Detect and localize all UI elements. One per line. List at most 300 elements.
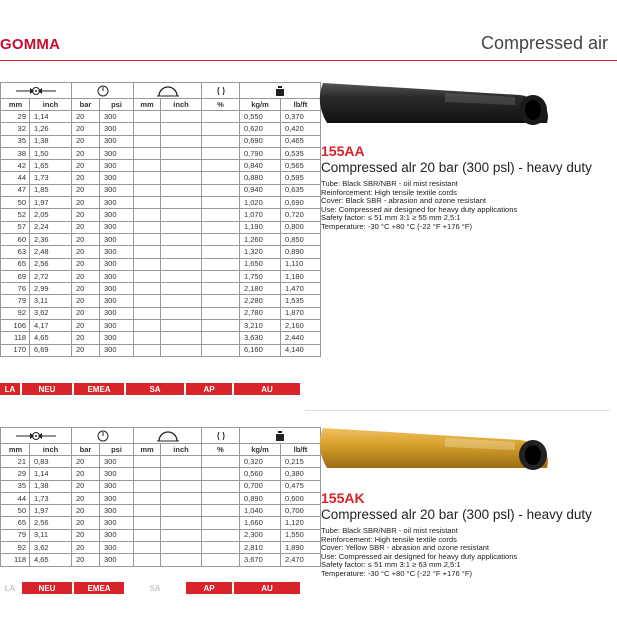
table-cell: 20	[72, 197, 100, 209]
column-header: kg/m	[240, 99, 281, 111]
table-row	[1, 283, 321, 295]
spec-reinforcement: Reinforcement: High tensile textile cords	[321, 534, 457, 544]
table-cell: 3,210	[240, 320, 281, 332]
table-cell: 1,85	[30, 184, 72, 196]
table-cell: 20	[72, 111, 100, 123]
table-cell: 1,120	[281, 517, 321, 529]
table-cell: 20	[72, 209, 100, 221]
table-cell	[202, 184, 240, 196]
table-cell: 300	[100, 246, 134, 258]
vacuum-icon	[202, 83, 240, 99]
table-cell: 1,50	[30, 147, 72, 159]
table-row	[1, 172, 321, 184]
table-cell: 20	[72, 258, 100, 270]
section-title: Compressed air	[480, 33, 608, 53]
units-header-row	[1, 99, 321, 111]
table-cell: 44	[1, 492, 30, 504]
table-row	[1, 270, 321, 282]
table-cell: 300	[100, 456, 134, 468]
table-cell: 300	[100, 307, 134, 319]
table-row	[1, 468, 321, 480]
table-cell: 1,65	[30, 160, 72, 172]
table-cell	[134, 147, 161, 159]
table-cell: 1,180	[281, 270, 321, 282]
table-cell: 50	[1, 505, 30, 517]
table-cell	[134, 480, 161, 492]
table-cell	[202, 209, 240, 221]
table-cell	[134, 542, 161, 554]
region-neu: NEU	[22, 383, 74, 395]
table-cell: 300	[100, 320, 134, 332]
spec-safety: Safety factor: ≤ 51 mm 3:1 ≥ 55 mm 2,5:1	[321, 213, 461, 223]
table-cell	[134, 320, 161, 332]
table-cell	[161, 172, 202, 184]
table-cell: 0,465	[281, 135, 321, 147]
table-cell: 2,810	[240, 542, 281, 554]
table-cell	[134, 258, 161, 270]
table-cell: 32	[1, 123, 30, 135]
table-cell: 0,560	[240, 468, 281, 480]
pressure-gauge-icon	[72, 428, 134, 444]
table-cell	[202, 295, 240, 307]
table-cell: 79	[1, 295, 30, 307]
table-row	[1, 456, 321, 468]
table-cell: 0,690	[240, 135, 281, 147]
icon-header-row	[1, 428, 321, 444]
table-cell: 20	[72, 283, 100, 295]
table-cell: 3,62	[30, 307, 72, 319]
table-cell	[161, 505, 202, 517]
icon-header-row	[1, 83, 321, 99]
spec-temperature: Temperature: -30 °C +80 °C (-22 °F +176 °F)	[321, 221, 473, 231]
table-cell	[161, 184, 202, 196]
table-cell: 300	[100, 258, 134, 270]
table-cell: 2,300	[240, 529, 281, 541]
table-cell: 35	[1, 480, 30, 492]
table-cell: 1,320	[240, 246, 281, 258]
table-cell: 2,56	[30, 258, 72, 270]
table-cell: 1,73	[30, 492, 72, 504]
column-header: kg/m	[240, 444, 281, 456]
table-cell: 0,635	[281, 184, 321, 196]
table-cell: 0,83	[30, 456, 72, 468]
table-cell: 20	[72, 233, 100, 245]
table-cell: 300	[100, 233, 134, 245]
table-cell: 1,470	[281, 283, 321, 295]
table-cell	[161, 320, 202, 332]
table-row	[1, 135, 321, 147]
table-cell	[134, 529, 161, 541]
table-cell: 20	[72, 246, 100, 258]
table-cell: 4,17	[30, 320, 72, 332]
table-cell: 6,160	[240, 344, 281, 356]
table-cell: 1,550	[281, 529, 321, 541]
spec-use: Use: Compressed air designed for heavy duty applications	[321, 551, 518, 561]
table-cell: 1,020	[240, 197, 281, 209]
table-cell: 1,14	[30, 468, 72, 480]
table-row	[1, 344, 321, 356]
table-cell: 300	[100, 529, 134, 541]
table-cell	[134, 209, 161, 221]
table-cell: 0,320	[240, 456, 281, 468]
table-row	[1, 123, 321, 135]
table-cell: 300	[100, 209, 134, 221]
column-header: mm	[1, 99, 30, 111]
table-cell	[202, 147, 240, 159]
table-cell: 2,48	[30, 246, 72, 258]
table-cell: 44	[1, 172, 30, 184]
table-row	[1, 492, 321, 504]
table-cell	[161, 283, 202, 295]
table-cell: 3,62	[30, 542, 72, 554]
table-cell: 20	[72, 160, 100, 172]
diameter-arrows-icon	[1, 428, 72, 444]
table-cell: 20	[72, 480, 100, 492]
table-cell	[161, 456, 202, 468]
table-cell	[161, 209, 202, 221]
table-cell: 20	[72, 505, 100, 517]
table-cell	[134, 111, 161, 123]
table-cell: 20	[72, 270, 100, 282]
table-cell: 1,97	[30, 197, 72, 209]
product-specs	[321, 527, 517, 579]
table-cell: 2,440	[281, 332, 321, 344]
column-header: lb/ft	[281, 99, 321, 111]
table-cell	[134, 270, 161, 282]
region-ap: AP	[186, 383, 234, 395]
table-row	[1, 258, 321, 270]
table-cell	[202, 111, 240, 123]
table-cell: 0,595	[281, 172, 321, 184]
table-row	[1, 233, 321, 245]
table-cell: 20	[72, 492, 100, 504]
table-cell: 1,26	[30, 123, 72, 135]
region-sa: SA	[126, 582, 186, 594]
table-cell: 0,380	[281, 468, 321, 480]
table-cell	[161, 160, 202, 172]
table-cell	[202, 258, 240, 270]
spec-cover: Cover: Black SBR - abrasion and ozone resistant	[321, 196, 487, 206]
table-row	[1, 554, 321, 566]
table-cell: 20	[72, 456, 100, 468]
table-cell	[134, 492, 161, 504]
table-cell	[161, 492, 202, 504]
table-cell: 2,160	[281, 320, 321, 332]
brand-logo: GOMMA	[0, 36, 61, 53]
table-cell: 1,97	[30, 505, 72, 517]
table-cell: 0,550	[240, 111, 281, 123]
table-cell	[202, 270, 240, 282]
table-cell: 1,110	[281, 258, 321, 270]
table-row	[1, 221, 321, 233]
product-divider	[305, 410, 610, 411]
table-cell: 3,630	[240, 332, 281, 344]
table-cell	[161, 111, 202, 123]
table-cell: 65	[1, 258, 30, 270]
column-header: inch	[161, 99, 202, 111]
spec-table-155AK	[0, 427, 321, 567]
column-header: %	[202, 99, 240, 111]
table-cell: 0,565	[281, 160, 321, 172]
table-cell	[161, 246, 202, 258]
table-cell: 300	[100, 123, 134, 135]
region-emea: EMEA	[74, 383, 126, 395]
table-cell: 0,890	[281, 246, 321, 258]
table-cell: 20	[72, 542, 100, 554]
product-name: Compressed alr 20 bar (300 psl) - heavy duty	[321, 507, 592, 522]
table-cell: 1,14	[30, 111, 72, 123]
table-cell	[161, 480, 202, 492]
table-cell	[202, 480, 240, 492]
table-cell	[202, 456, 240, 468]
table-cell: 0,475	[281, 480, 321, 492]
table-cell: 21	[1, 456, 30, 468]
table-cell	[134, 468, 161, 480]
table-cell: 300	[100, 160, 134, 172]
table-cell: 20	[72, 135, 100, 147]
table-cell	[161, 147, 202, 159]
region-bar-155AA	[0, 383, 302, 395]
table-cell	[202, 344, 240, 356]
column-header: psi	[100, 444, 134, 456]
table-cell: 0,370	[281, 111, 321, 123]
table-row	[1, 147, 321, 159]
spec-use: Use: Compressed air designed for heavy duty applications	[321, 204, 518, 214]
pressure-gauge-icon	[72, 83, 134, 99]
table-cell: 42	[1, 160, 30, 172]
table-cell: 79	[1, 529, 30, 541]
table-cell: 1,890	[281, 542, 321, 554]
table-row	[1, 197, 321, 209]
table-cell	[161, 123, 202, 135]
table-cell: 0,890	[240, 492, 281, 504]
table-cell	[202, 529, 240, 541]
weight-icon	[240, 428, 321, 444]
table-row	[1, 295, 321, 307]
table-cell: 63	[1, 246, 30, 258]
table-cell: 300	[100, 344, 134, 356]
column-header: inch	[30, 444, 72, 456]
table-cell: 0,800	[281, 221, 321, 233]
region-sa: SA	[126, 383, 186, 395]
table-cell: 300	[100, 172, 134, 184]
table-cell: 2,99	[30, 283, 72, 295]
table-cell	[202, 135, 240, 147]
table-cell: 2,24	[30, 221, 72, 233]
table-cell: 0,600	[281, 492, 321, 504]
spec-cover: Cover: Yellow SBR - abrasion and ozone resistant	[321, 543, 489, 553]
table-cell	[134, 344, 161, 356]
table-cell: 20	[72, 172, 100, 184]
column-header: bar	[72, 99, 100, 111]
table-cell	[134, 246, 161, 258]
table-cell: 20	[72, 529, 100, 541]
table-cell: 38	[1, 147, 30, 159]
table-cell	[161, 468, 202, 480]
table-cell: 0,535	[281, 147, 321, 159]
table-cell	[134, 554, 161, 566]
table-cell: 106	[1, 320, 30, 332]
spec-reinforcement: Reinforcement: High tensile textile cords	[321, 187, 457, 197]
column-header: psi	[100, 99, 134, 111]
table-cell: 0,700	[240, 480, 281, 492]
region-la: LA	[0, 582, 22, 594]
table-cell	[134, 184, 161, 196]
column-header: mm	[134, 444, 161, 456]
table-cell: 300	[100, 542, 134, 554]
table-cell	[202, 542, 240, 554]
table-row	[1, 505, 321, 517]
table-cell: 2,72	[30, 270, 72, 282]
table-cell	[161, 529, 202, 541]
table-cell: 1,650	[240, 258, 281, 270]
column-header: inch	[30, 99, 72, 111]
diameter-arrows-icon	[1, 83, 72, 99]
table-cell: 300	[100, 221, 134, 233]
spec-tube: Tube: Black SBR/NBR - oil mist resistant	[321, 179, 458, 188]
table-cell: 52	[1, 209, 30, 221]
table-cell: 65	[1, 517, 30, 529]
table-cell	[134, 505, 161, 517]
table-row	[1, 209, 321, 221]
table-cell: 3,11	[30, 529, 72, 541]
table-cell: 20	[72, 468, 100, 480]
table-row	[1, 332, 321, 344]
table-cell: 300	[100, 505, 134, 517]
product-code: 155AA	[321, 143, 365, 159]
table-row	[1, 480, 321, 492]
table-cell: 300	[100, 517, 134, 529]
table-cell	[161, 517, 202, 529]
table-cell: 4,65	[30, 332, 72, 344]
table-cell: 57	[1, 221, 30, 233]
table-cell	[161, 542, 202, 554]
table-cell: 1,870	[281, 307, 321, 319]
table-cell	[161, 344, 202, 356]
vacuum-icon	[202, 428, 240, 444]
bend-radius-icon	[134, 428, 202, 444]
table-row	[1, 542, 321, 554]
table-cell	[134, 197, 161, 209]
table-cell: 20	[72, 344, 100, 356]
table-cell	[134, 456, 161, 468]
table-cell	[202, 197, 240, 209]
table-cell	[134, 517, 161, 529]
table-cell	[161, 258, 202, 270]
table-cell: 20	[72, 221, 100, 233]
table-cell	[134, 233, 161, 245]
table-cell: 300	[100, 332, 134, 344]
table-cell	[161, 233, 202, 245]
table-cell: 20	[72, 123, 100, 135]
table-cell: 0,840	[240, 160, 281, 172]
table-cell: 0,420	[281, 123, 321, 135]
table-cell: 2,280	[240, 295, 281, 307]
table-cell	[202, 221, 240, 233]
table-cell	[134, 123, 161, 135]
table-cell: 170	[1, 344, 30, 356]
table-cell: 300	[100, 135, 134, 147]
table-cell: 300	[100, 270, 134, 282]
table-cell	[161, 135, 202, 147]
table-cell: 20	[72, 295, 100, 307]
table-cell: 35	[1, 135, 30, 147]
table-cell	[202, 332, 240, 344]
table-cell: 1,190	[240, 221, 281, 233]
table-cell	[202, 307, 240, 319]
table-row	[1, 307, 321, 319]
weight-icon	[240, 83, 321, 99]
table-cell	[202, 320, 240, 332]
table-cell	[134, 332, 161, 344]
table-cell	[202, 517, 240, 529]
column-header: mm	[1, 444, 30, 456]
table-cell	[202, 123, 240, 135]
table-cell: 3,670	[240, 554, 281, 566]
table-cell: 6,69	[30, 344, 72, 356]
table-row	[1, 529, 321, 541]
table-cell	[134, 307, 161, 319]
column-header: bar	[72, 444, 100, 456]
table-cell: 1,38	[30, 135, 72, 147]
table-cell	[134, 135, 161, 147]
table-cell: 50	[1, 197, 30, 209]
table-row	[1, 246, 321, 258]
table-cell: 76	[1, 283, 30, 295]
table-cell: 1,750	[240, 270, 281, 282]
table-row	[1, 517, 321, 529]
table-cell	[202, 505, 240, 517]
table-cell: 300	[100, 283, 134, 295]
table-row	[1, 184, 321, 196]
units-header-row	[1, 444, 321, 456]
table-cell: 300	[100, 480, 134, 492]
table-cell	[161, 221, 202, 233]
table-cell: 92	[1, 542, 30, 554]
table-cell: 29	[1, 468, 30, 480]
table-cell: 69	[1, 270, 30, 282]
hose-image-155AK	[315, 418, 555, 478]
table-cell: 1,070	[240, 209, 281, 221]
region-neu: NEU	[22, 582, 74, 594]
column-header: mm	[134, 99, 161, 111]
table-cell	[161, 197, 202, 209]
table-row	[1, 160, 321, 172]
table-cell	[202, 246, 240, 258]
table-cell: 0,880	[240, 172, 281, 184]
table-cell: 0,215	[281, 456, 321, 468]
region-la: LA	[0, 383, 22, 395]
header-divider	[0, 60, 617, 61]
table-cell: 2,180	[240, 283, 281, 295]
table-cell: 20	[72, 147, 100, 159]
table-cell: 300	[100, 147, 134, 159]
table-cell	[161, 307, 202, 319]
table-cell	[134, 221, 161, 233]
table-cell: 0,790	[240, 147, 281, 159]
table-cell	[134, 283, 161, 295]
table-cell: 2,56	[30, 517, 72, 529]
table-cell	[202, 233, 240, 245]
table-cell: 92	[1, 307, 30, 319]
table-cell	[202, 160, 240, 172]
table-cell: 300	[100, 111, 134, 123]
table-cell: 0,850	[281, 233, 321, 245]
spec-table-155AA	[0, 82, 321, 357]
table-cell: 0,700	[281, 505, 321, 517]
product-name: Compressed alr 20 bar (300 psl) - heavy duty	[321, 160, 592, 175]
column-header: lb/ft	[281, 444, 321, 456]
